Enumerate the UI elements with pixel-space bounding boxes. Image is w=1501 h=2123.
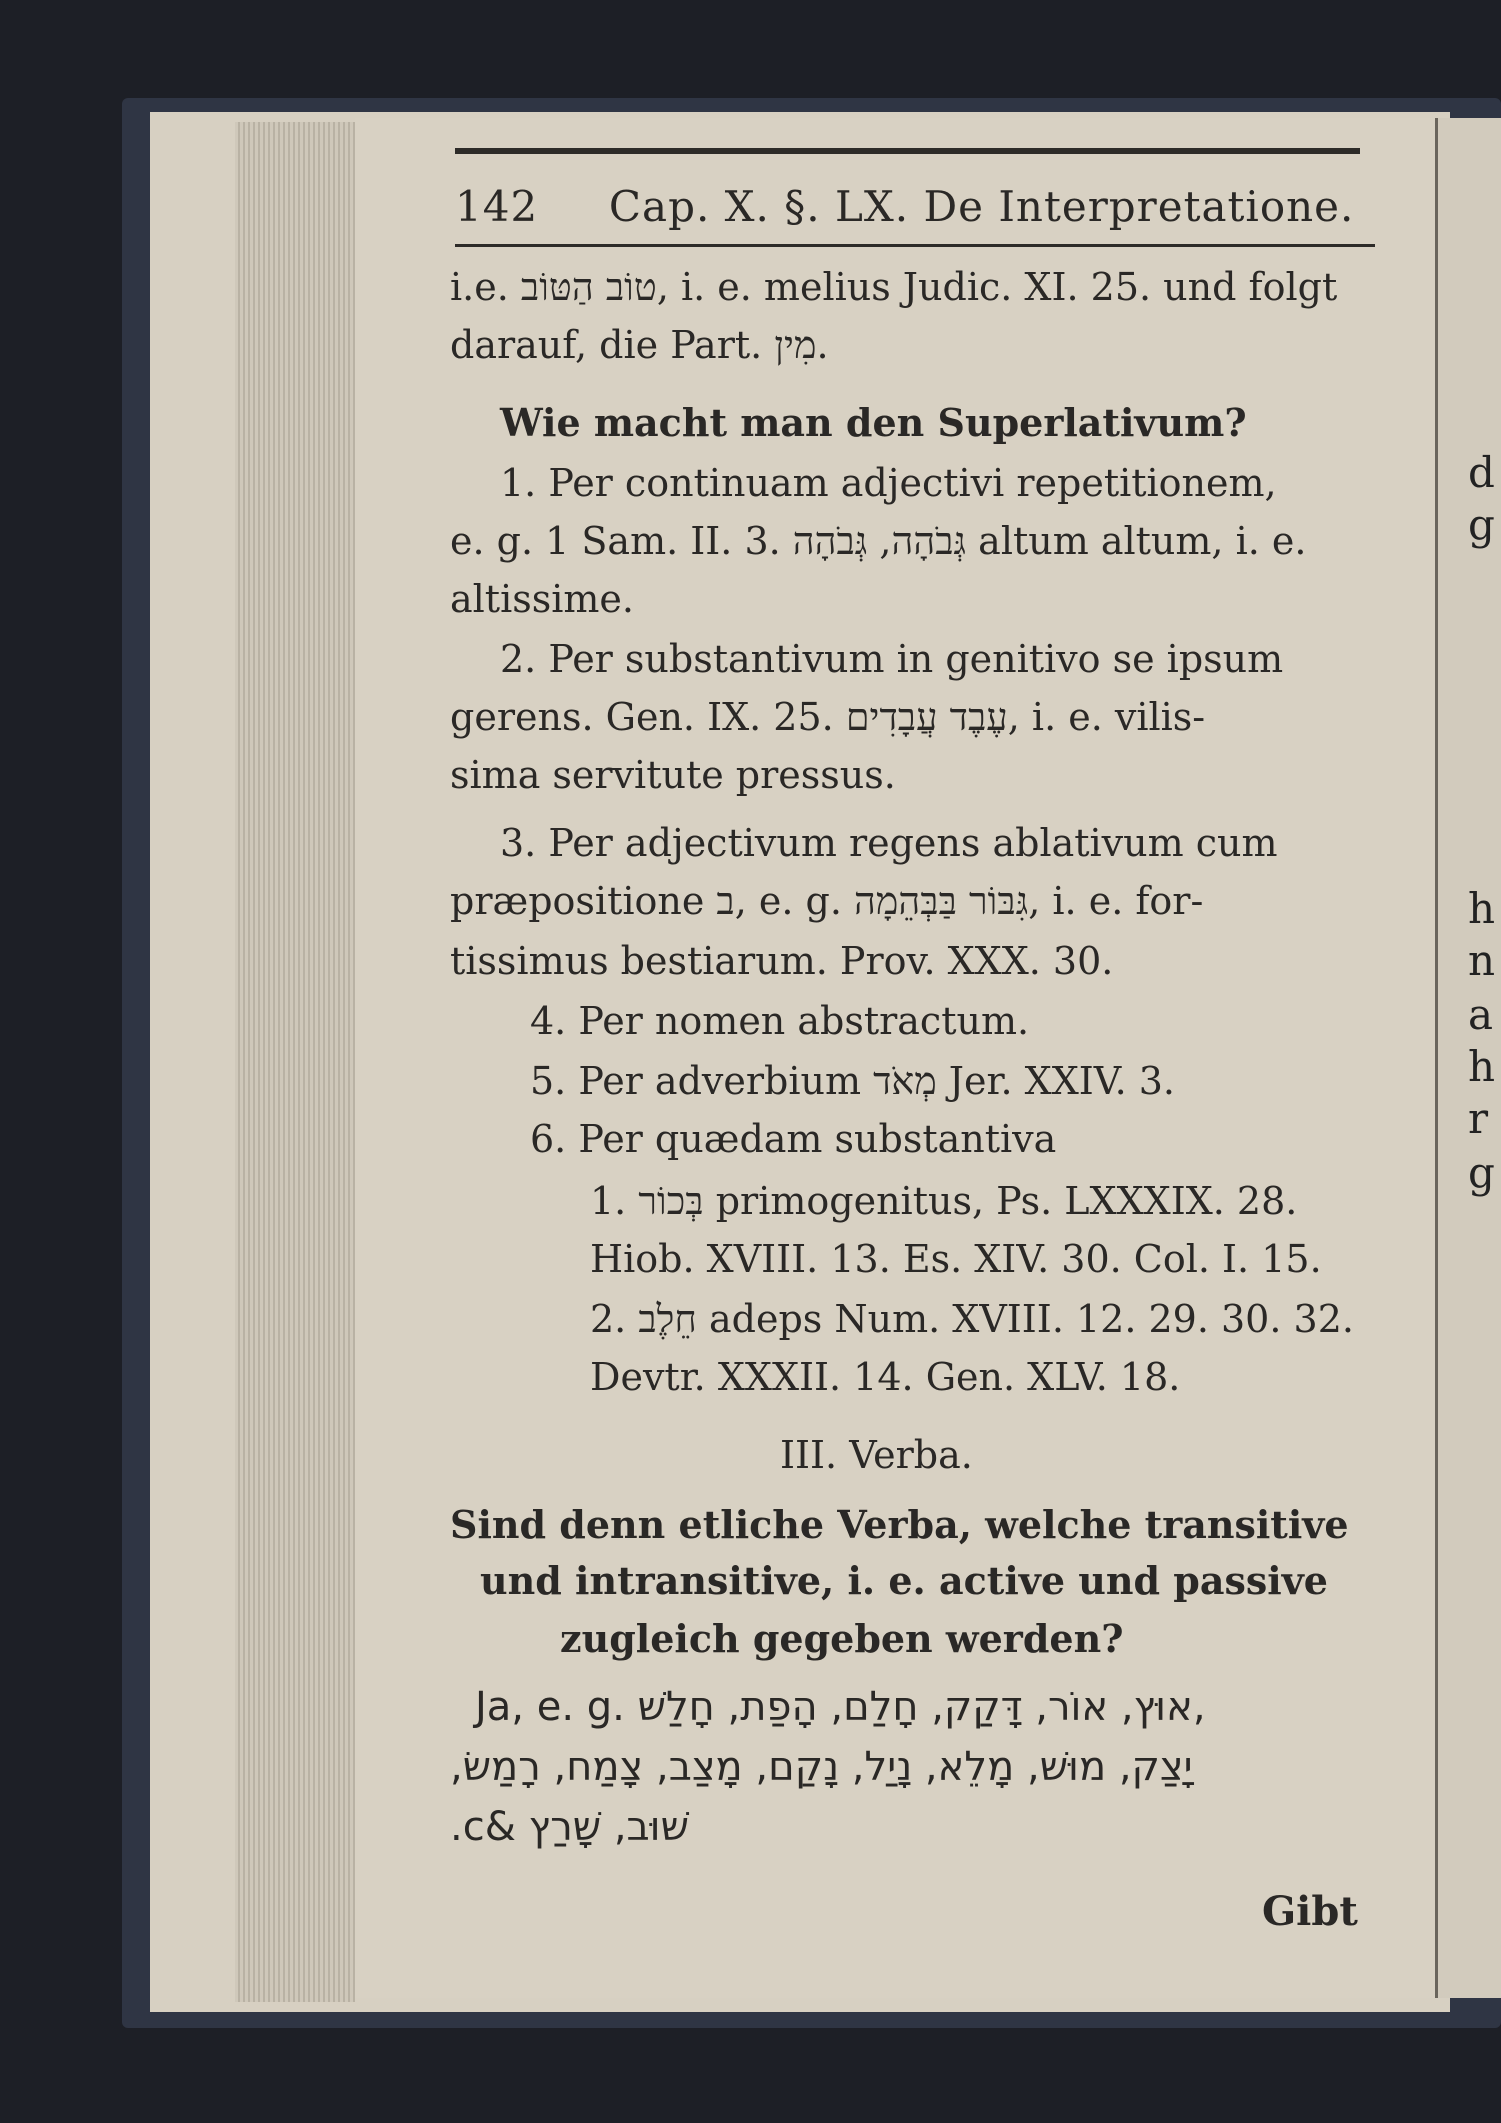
facing-page-letter: g bbox=[1468, 1148, 1495, 1197]
question-line: zugleich gegeben werden? bbox=[560, 1616, 1124, 1661]
text-line: gerens. Gen. IX. 25. עֶבֶד עֲבָדִים, i. e. vilis- bbox=[450, 695, 1206, 739]
running-header bbox=[455, 182, 1354, 232]
text-line: 3. Per adjectivum regens ablativum cum bbox=[500, 821, 1278, 865]
text-line: 5. Per adverbium מְאֹד Jer. XXIV. 3. bbox=[530, 1059, 1175, 1103]
text-line: præpositione ב, e. g. גִּבּוֹר בַּבְּהֵמָה, i. e. for- bbox=[450, 879, 1204, 923]
text-line: 6. Per quædam substantiva bbox=[530, 1117, 1057, 1161]
section-heading: III. Verba. bbox=[780, 1433, 973, 1477]
text-line: Devtr. XXXII. 14. Gen. XLV. 18. bbox=[590, 1355, 1181, 1399]
question-line: und intransitive, i. e. active und passive bbox=[480, 1558, 1328, 1603]
hebrew-line: Ja, e. g. אוּץ, אוֹר, דָּקַק, חָלַם, הָפַת, חָלַשׁ, bbox=[475, 1684, 1206, 1730]
facing-page-letter: h bbox=[1468, 1042, 1496, 1091]
text-line: 4. Per nomen abstractum. bbox=[530, 999, 1030, 1043]
facing-page-letter: n bbox=[1468, 936, 1496, 985]
facing-page bbox=[1435, 118, 1501, 1998]
facing-page-letter: a bbox=[1468, 990, 1494, 1039]
page-edges bbox=[235, 122, 355, 2002]
text-line: Hiob. XVIII. 13. Es. XIV. 30. Col. I. 15. bbox=[590, 1237, 1322, 1281]
header-rule bbox=[455, 244, 1375, 247]
text-line: 1. Per continuam adjectivi repetitionem, bbox=[500, 461, 1277, 505]
facing-page-letter: r bbox=[1468, 1094, 1489, 1143]
page-number: 142 bbox=[455, 182, 539, 231]
question-line: Sind denn etliche Verba, welche transitive bbox=[450, 1502, 1349, 1547]
text-line: tissimus bestiarum. Prov. XXX. 30. bbox=[450, 939, 1114, 983]
hebrew-line: שׁוּב, שָׁרַץ &c. bbox=[450, 1804, 689, 1850]
text-line: altissime. bbox=[450, 577, 634, 621]
catchword: Gibt bbox=[1262, 1888, 1358, 1935]
text-line: sima servitute pressus. bbox=[450, 753, 896, 797]
text-line: 2. Per substantivum in genitivo se ipsum bbox=[500, 637, 1284, 681]
facing-page-letter: g bbox=[1468, 500, 1495, 549]
text-line: 1. בְּכוֹר primogenitus, Ps. LXXXIX. 28. bbox=[590, 1179, 1298, 1223]
question-heading: Wie macht man den Superlativum? bbox=[500, 400, 1247, 445]
text-line: i.e. טוֹב הַטּוֹב, i. e. melius Judic. XI. 25. und folgt bbox=[450, 265, 1338, 309]
text-line: darauf, die Part. מִין. bbox=[450, 323, 829, 367]
hebrew-line: יָצַק, מוּשׁ, מָלֵא, נָיַל, נָקַם, מָצַב, צָמַח, רָמַשׂ, bbox=[450, 1744, 1193, 1790]
text-line: 2. חֵלֶב adeps Num. XVIII. 12. 29. 30. 32. bbox=[590, 1297, 1354, 1341]
running-title: Cap. X. §. LX. De Interpretatione. bbox=[608, 182, 1355, 231]
facing-page-letter: h bbox=[1468, 884, 1496, 933]
text-line: e. g. 1 Sam. II. 3. גְּבֹהָה, גְּבֹהָה altum altum, i. e. bbox=[450, 519, 1307, 563]
facing-page-letter: d bbox=[1468, 448, 1495, 497]
top-rule bbox=[455, 148, 1360, 154]
